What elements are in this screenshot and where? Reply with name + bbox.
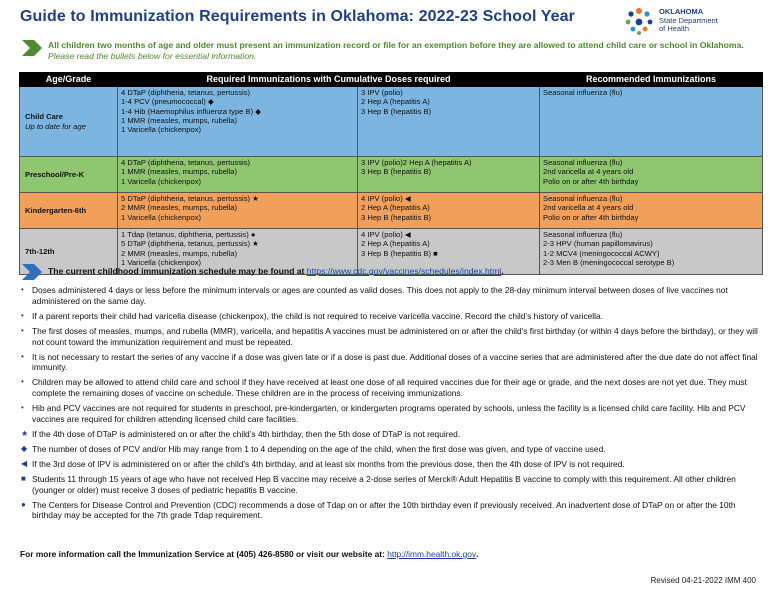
osdh-logo: [622, 5, 762, 39]
recommended-col: [540, 157, 763, 193]
vaccine-item: 5 DTaP (diphtheria, tetanus, pertussis) ★: [121, 194, 259, 203]
note-text: The number of doses of PCV and/or Hib may range from 1 to 4 depending on the age of the child, when the first dose was given, and type of vaccine used.: [32, 443, 606, 454]
bullet-icon: •: [21, 377, 24, 387]
grade-cell: [20, 193, 118, 229]
square-icon: ■: [21, 473, 26, 483]
note-text: If the 4th dose of DTaP is administered on or after the child’s 4th birthday, then the 5th dose of DTaP is not required.: [32, 428, 461, 439]
header-required: Required Immunizations with Cumulative Doses required: [118, 73, 540, 87]
header-age-grade: Age/Grade: [20, 73, 118, 87]
vaccine-item: 1 Varicella (chickenpox): [121, 125, 202, 135]
schedule-end: .: [501, 266, 504, 276]
vaccine-item: 3 Hep B (hepatitis B): [361, 106, 432, 116]
required-col1: [118, 193, 358, 229]
recommended-item: 2nd varicella at 4 years old: [543, 203, 634, 213]
osdh-logo-mark-icon: [622, 5, 656, 39]
star-icon: ★: [21, 428, 29, 438]
vaccine-item: 3 IPV (polio): [361, 88, 403, 97]
grade-cell: [20, 157, 118, 193]
intro-text: [48, 40, 758, 62]
vaccine-item: 2 Hep A (hepatitis A): [361, 239, 430, 249]
vaccine-item: 1-4 PCV (pneumococcal) ◆: [121, 97, 214, 107]
more-info-line: [20, 549, 478, 559]
recommended-col: [540, 87, 763, 157]
vaccine-item: 4 DTaP (diphtheria, tetanus, pertussis): [121, 88, 251, 97]
schedule-line: [48, 266, 504, 276]
vaccine-item: 3 IPV (polio)2 Hep A (hepatitis A): [361, 158, 472, 167]
list-item: [20, 311, 760, 322]
header-recommended: Recommended Immunizations: [540, 73, 763, 87]
recommended-item: Polio on or after 4th birthday: [543, 176, 639, 186]
vaccine-item: 3 Hep B (hepatitis B): [361, 212, 432, 222]
vaccine-item: 4 IPV (polio) ◀: [361, 194, 411, 203]
required-col2: [358, 193, 540, 229]
note-text: The Centers for Disease Control and Prevention (CDC) recommends a dose of Tdap on or after the 10th birthday even if previously received. An inadvertent dose of DTaP on or after the 10th birthday may be accepted for the 7th grade Tdap requirement.: [32, 499, 736, 521]
list-item: [20, 377, 760, 399]
more-info-end: .: [476, 549, 479, 559]
recommended-item: 2-3 HPV (human papillomavirus): [543, 239, 653, 249]
list-item: [20, 444, 760, 455]
bullet-icon: •: [21, 403, 24, 413]
schedule-text: The current childhood immunization schedule may be found at: [48, 266, 305, 276]
bullet-icon: •: [21, 351, 24, 361]
required-col1: [118, 157, 358, 193]
recommended-col: [540, 193, 763, 229]
recommended-col: [540, 229, 763, 275]
vaccine-item: 1 MMR (measles, mumps, rubella): [121, 115, 238, 125]
note-text: Hib and PCV vaccines are not required for students in preschool, pre-kindergarten, or kindergarten programs operated by schools, unless the facility is a licensed child care facility. Hib and PCV vaccines are required for children attending licensed child care facilities.: [32, 403, 746, 424]
required-col2: [358, 87, 540, 157]
grade-label: Child Care: [25, 112, 63, 122]
vaccine-item: 1 Varicella (chickenpox): [121, 176, 202, 186]
list-item: [20, 500, 760, 522]
revision-label: Revised 04-21-2022 IMM 400: [650, 576, 756, 585]
triangle-left-icon: ◀: [21, 458, 28, 468]
intro-main: All children two months of age and older must present an immunization record or file for an exemption before they are allowed to attend child care or school in Oklahoma.: [48, 40, 744, 50]
grade-label: 7th-12th: [25, 246, 55, 256]
note-text: It is not necessary to restart the series of any vaccine if a dose was given late or if a dose is past due. Additional doses of a vaccine series that are administered after the due date do not affect final immunity.: [32, 351, 758, 373]
list-item: [20, 326, 760, 348]
vaccine-item: 1 Tdap (tetanus, diphtheria, pertussis) ●: [121, 230, 256, 239]
page-title: Guide to Immunization Requirements in Oklahoma: 2022-23 School Year: [20, 8, 575, 25]
list-item: [20, 285, 760, 307]
bullet-icon: •: [21, 310, 24, 320]
note-text: The first doses of measles, mumps, and rubella (MMR), varicella, and hepatitis A vaccines must be administered on or after the child's first birthday (or within 4 days before the birthday), or they will not count toward the immunization requirement and must be repeated.: [32, 325, 758, 347]
list-item: [20, 352, 760, 374]
vaccine-item: 1 MMR (measles, mumps, rubella): [121, 167, 238, 177]
bullet-icon: •: [21, 325, 24, 335]
list-item: [20, 474, 760, 496]
vaccine-item: 3 Hep B (hepatitis B): [361, 167, 432, 177]
vaccine-item: 1 Varicella (chickenpox): [121, 212, 202, 222]
grade-sub-label: Up to date for age: [25, 121, 86, 131]
vaccine-item: 1 Varicella (chickenpox): [121, 257, 202, 267]
diamond-icon: ◆: [21, 443, 28, 453]
table-row-preschool: [20, 157, 763, 193]
note-text: Students 11 through 15 years of age who have not received Hep B vaccine may receive a 2-dose series of Merck® Adult Hepatitis B vaccine to comply with this requirement. All other children (younger or older) must receive 3 doses of pediatric hepatitis B vaccine.: [32, 473, 736, 495]
recommended-item: 1-2 MCV4 (meningococcal ACWY): [543, 248, 660, 258]
recommended-item: Seasonal influenza (flu): [543, 88, 623, 97]
bullet-icon: •: [21, 285, 24, 294]
vaccine-item: 5 DTaP (diphtheria, tetanus, pertussis) ★: [121, 239, 259, 249]
vaccine-item: 2 MMR (measles, mumps, rubella): [121, 248, 238, 258]
recommended-item: Polio on or after 4th birthday: [543, 212, 639, 222]
circle-icon: ●: [21, 499, 26, 509]
chevron-right-icon: [22, 264, 42, 280]
vaccine-item: 4 DTaP (diphtheria, tetanus, pertussis): [121, 158, 251, 167]
chevron-right-icon: [22, 40, 42, 56]
required-col1: [118, 87, 358, 157]
imm-website-link[interactable]: http://imm.health.ok.gov: [387, 549, 477, 559]
notes-list: [20, 285, 760, 525]
recommended-item: Seasonal influenza (flu): [543, 230, 623, 239]
note-text: Doses administered 4 days or less before the minimum intervals or ages are counted as valid doses. This does not apply to the 28-day minimum interval between doses of live vaccines not administered on the same day.: [32, 285, 728, 306]
note-text: If the 3rd dose of IPV is administered on or after the child's 4th birthday, and at least six months from the previous dose, then the 4th dose of IPV is not required.: [32, 458, 625, 469]
list-item: [20, 429, 760, 440]
vaccine-item: 2 Hep A (hepatitis A): [361, 97, 430, 107]
list-item: [20, 459, 760, 470]
grade-cell: [20, 87, 118, 157]
vaccine-item: 4 IPV (polio) ◀: [361, 230, 411, 239]
logo-text-state-dept: State Department: [659, 15, 718, 25]
grade-label: Preschool/Pre-K: [25, 169, 85, 179]
vaccine-item: 2 Hep A (hepatitis A): [361, 203, 430, 213]
requirements-table: [19, 72, 763, 275]
more-info-text: For more information call the Immunization Service at (405) 426-8580 or visit our website at:: [20, 549, 385, 559]
note-text: Children may be allowed to attend child care and school if they have received at least one dose of all required vaccines due for their age or grade, and the next doses are not yet due. They must complete the remaining doses of vaccine on schedule. These children are in the process of receiving immunizations.: [32, 377, 747, 399]
required-col2: [358, 157, 540, 193]
recommended-item: 2nd varicella at 4 years old: [543, 167, 634, 177]
logo-text-oklahoma: OKLAHOMA: [659, 7, 704, 16]
cdc-schedule-link[interactable]: https://www.cdc.gov/vaccines/schedules/index.html: [306, 266, 502, 276]
list-item: [20, 403, 760, 425]
vaccine-item: 2 MMR (measles, mumps, rubella): [121, 203, 238, 213]
intro-note: Please read the bullets below for essential information.: [48, 51, 257, 61]
grade-label: Kindergarten-6th: [25, 205, 87, 215]
recommended-item: 2-3 Men B (meningococcal serotype B): [543, 257, 675, 267]
table-row-kindergarten: [20, 193, 763, 229]
recommended-item: Seasonal influenza (flu): [543, 158, 623, 167]
vaccine-item: 3 Hep B (hepatitis B) ■: [361, 248, 438, 258]
note-text: If a parent reports their child had varicella disease (chickenpox), the child is not required to receive varicella vaccine. Record the child’s history of varicella.: [32, 310, 604, 321]
vaccine-item: 1-4 Hib (Haemophilus influenza type B) ◆: [121, 106, 262, 116]
logo-text-of-health: of Health: [659, 24, 690, 33]
recommended-item: Seasonal influenza (flu): [543, 194, 623, 203]
table-row-child-care: [20, 87, 763, 157]
